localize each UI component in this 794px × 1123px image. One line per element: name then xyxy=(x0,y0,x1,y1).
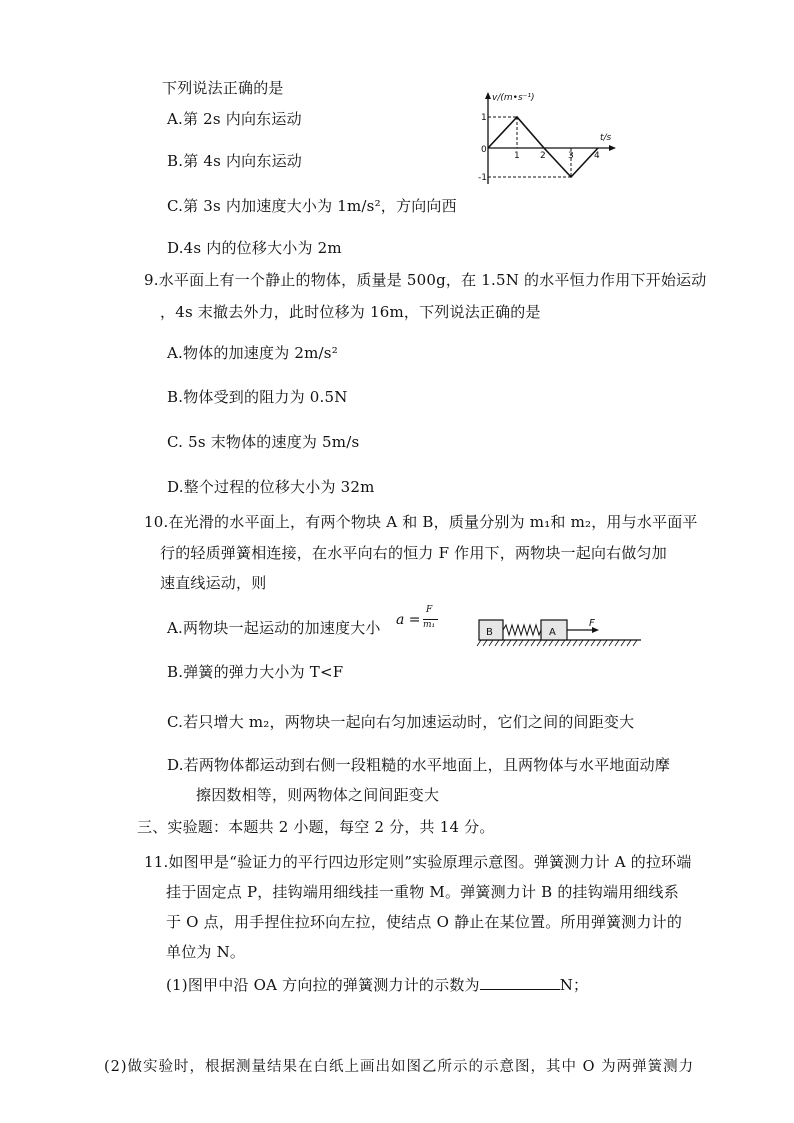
formula-numerator: F xyxy=(426,605,433,615)
q9-line2: ，4s 末撤去外力，此时位移为 16m，下列说法正确的是 xyxy=(160,303,541,321)
graph-ytick-neg1: -1 xyxy=(478,173,487,183)
graph-xtick-2: 2 xyxy=(540,151,546,161)
q10-option-d2: 擦因数相等，则两物体之间间距变大 xyxy=(196,786,440,804)
q9-option-d: D.整个过程的位移大小为 32m xyxy=(167,478,375,496)
q9-option-c: C. 5s 末物体的速度为 5m/s xyxy=(167,433,360,451)
q9-line1: 9.水平面上有一个静止的物体，质量是 500g，在 1.5N 的水平恒力作用下开始运动 xyxy=(144,271,707,289)
graph-ytick-1: 1 xyxy=(481,113,487,123)
velocity-time-graph xyxy=(478,88,618,188)
spring xyxy=(503,625,541,635)
graph-ylabel: v/(m•s⁻¹) xyxy=(492,93,535,103)
q9-option-b: B.物体受到的阻力为 0.5N xyxy=(167,388,348,406)
force-label: F xyxy=(589,618,595,629)
graph-origin: 0 xyxy=(481,145,487,155)
graph-xtick-4: 4 xyxy=(594,151,600,161)
section-3-heading: 三、实验题：本题共 2 小题，每空 2 分，共 14 分。 xyxy=(137,818,495,836)
q10-formula xyxy=(396,606,446,636)
formula-lhs: a = xyxy=(396,612,421,628)
q10-option-b: B.弹簧的弹力大小为 T<F xyxy=(167,663,344,681)
q8-option-c: C.第 3s 内加速度大小为 1m/s²，方向向西 xyxy=(167,197,457,215)
q8-option-d: D.4s 内的位移大小为 2m xyxy=(167,239,342,257)
q11-sub2: (2)做实验时，根据测量结果在白纸上画出如图乙所示的示意图，其中 O 为两弹簧测力 xyxy=(104,1059,695,1075)
q11-line3: 于 O 点，用手捏住拉环向左拉，使结点 O 静止在某位置。所用弹簧测力计的 xyxy=(166,913,683,931)
graph-xlabel: t/s xyxy=(600,133,612,143)
formula-denominator: m₁ xyxy=(423,620,436,630)
q10-option-a: A.两物块一起运动的加速度大小 xyxy=(167,619,381,637)
graph-xtick-1: 1 xyxy=(514,151,520,161)
q11-line4: 单位为 N。 xyxy=(166,943,246,961)
q9-option-a: A.物体的加速度为 2m/s² xyxy=(167,344,338,362)
q10-line3: 速直线运动，则 xyxy=(160,574,267,592)
q11-line1: 11.如图甲是“验证力的平行四边形定则”实验原理示意图。弹簧测力计 A 的拉环端 xyxy=(144,853,692,871)
q10-option-d1: D.若两物体都运动到右侧一段粗糙的水平地面上，且两物体与水平地面动摩 xyxy=(167,756,671,774)
q11-answer-blank[interactable] xyxy=(480,975,560,990)
q10-line2: 行的轻质弹簧相连接，在水平向右的恒力 F 作用下，两物块一起向右做匀加 xyxy=(160,544,667,562)
graph-xtick-3: 3 xyxy=(568,151,574,161)
q11-sub1 xyxy=(166,975,588,995)
q11-line2: 挂于固定点 P，挂钩端用细线挂一重物 M。弹簧测力计 B 的挂钩端用细线系 xyxy=(166,883,679,901)
q8-option-b: B.第 4s 内向东运动 xyxy=(167,152,302,170)
q10-option-c: C.若只增大 m₂，两物块一起向右匀加速运动时，它们之间的间距变大 xyxy=(167,713,635,731)
q8-option-a: A.第 2s 内向东运动 xyxy=(167,110,302,128)
block-b-label: B xyxy=(486,627,493,638)
q10-line1: 10.在光滑的水平面上，有两个物块 A 和 B，质量分别为 m₁和 m₂，用与水平面平 xyxy=(144,513,698,531)
block-a-label: A xyxy=(549,627,556,638)
spring-blocks-figure xyxy=(475,614,645,648)
q11-sub1-text: (1)图甲中沿 OA 方向拉的弹簧测力计的示数为 xyxy=(166,976,480,994)
q8-stem-tail: 下列说法正确的是 xyxy=(162,79,284,97)
q11-sub1-unit: N； xyxy=(559,976,589,994)
